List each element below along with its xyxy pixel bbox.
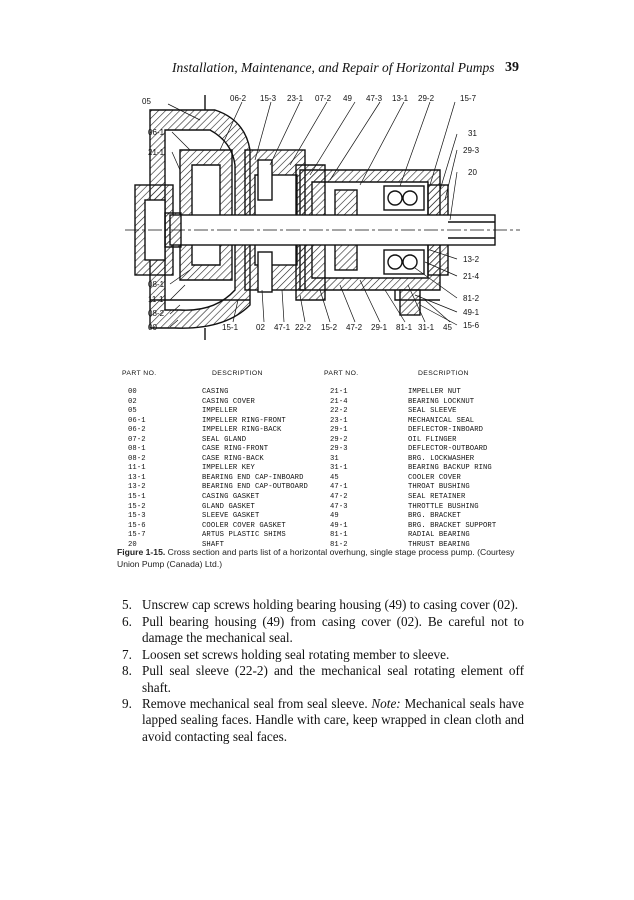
part-description: THRUST BEARING xyxy=(408,540,470,549)
callout-right: 49-1 xyxy=(463,308,480,317)
part-description: CASE RING-FRONT xyxy=(202,445,269,454)
step-text: Unscrew cap screws holding bearing housing (49) to casing cover (02). xyxy=(142,597,519,612)
part-description: CASING xyxy=(202,388,229,396)
part-description: GLAND GASKET xyxy=(202,502,255,511)
callout-bottom: 45 xyxy=(443,323,452,332)
callout-left: 11-1 xyxy=(148,295,164,304)
callout-left: 08-1 xyxy=(148,280,165,289)
part-number: 31 xyxy=(330,454,339,463)
callout-right: 15-6 xyxy=(463,321,480,330)
callout-top: 05 xyxy=(142,97,151,106)
part-description: RADIAL BEARING xyxy=(408,531,470,540)
part-description: IMPELLER KEY xyxy=(202,464,255,473)
callout-right: 31 xyxy=(468,129,477,138)
part-description: CASE RING-BACK xyxy=(202,454,264,463)
parts-left-numbers xyxy=(128,388,146,550)
part-number: 29-1 xyxy=(330,426,348,435)
callout-bottom: 15-1 xyxy=(222,323,239,332)
callout-left: 21-1 xyxy=(148,148,165,157)
part-number: 45 xyxy=(330,473,339,482)
callout-top: 07-2 xyxy=(315,94,332,103)
part-number: 81-1 xyxy=(330,531,348,540)
callout-top: 15-7 xyxy=(460,94,477,103)
part-description: DEFLECTOR-OUTBOARD xyxy=(408,445,488,454)
step-number: 6. xyxy=(122,613,132,629)
part-description: OIL FLINGER xyxy=(408,435,457,444)
part-number: 15-1 xyxy=(128,493,146,502)
callout-bottom: 15-2 xyxy=(321,323,338,332)
step-text: Loosen set screws holding seal rotating member to sleeve. xyxy=(142,646,450,662)
part-number: 13-1 xyxy=(128,473,146,482)
callout-top: 06-2 xyxy=(230,94,247,103)
step-note-label: Note: xyxy=(371,696,401,712)
part-number: 06-2 xyxy=(128,426,146,435)
callout-top: 49 xyxy=(343,94,352,103)
page-number: 39 xyxy=(505,60,519,75)
part-number: 15-7 xyxy=(128,531,146,540)
part-description: IMPELLER NUT xyxy=(408,388,461,396)
procedure-step xyxy=(122,696,524,745)
part-number: 49 xyxy=(330,512,339,521)
callout-top: 15-3 xyxy=(260,94,277,103)
procedure-step xyxy=(122,614,524,646)
part-description: ARTUS PLASTIC SHIMS xyxy=(202,531,286,540)
running-title: Installation, Maintenance, and Repair of Horizontal Pumps xyxy=(172,60,495,75)
callout-right: 29-3 xyxy=(463,146,480,155)
callout-top: 29-2 xyxy=(418,94,435,103)
part-description: BEARING END CAP-OUTBOARD xyxy=(202,483,308,492)
part-description: BRG. BRACKET xyxy=(408,512,461,521)
part-description: THROTTLE BUSHING xyxy=(408,502,479,511)
part-number: 13-2 xyxy=(128,483,146,492)
step-text: Pull bearing housing (49) from casing cover (02). Be careful not to damage the mechanical seal. xyxy=(142,613,524,645)
part-number: 22-2 xyxy=(330,407,348,416)
figure-caption-label: Figure 1-15. xyxy=(117,547,166,557)
callout-top: 47-3 xyxy=(366,94,383,103)
step-text: Remove mechanical seal from seal sleeve. xyxy=(142,696,372,712)
part-number: 06-1 xyxy=(128,416,146,425)
part-description: SEAL GLAND xyxy=(202,435,247,444)
callout-right: 20 xyxy=(468,168,477,177)
step-note-text: Mechanical seals have lapped sealing faces. Handle with care, keep wrapped in clean cloth and avoid contacting seal faces. xyxy=(142,696,524,744)
part-number: 21-1 xyxy=(330,388,348,396)
step-number: 9. xyxy=(122,696,132,712)
callout-right: 81-2 xyxy=(463,294,480,303)
step-text: Pull seal sleeve (22-2) and the mechanical seal rotating element off shaft. xyxy=(142,663,524,695)
part-number: 08-2 xyxy=(128,454,146,463)
part-description: BEARING END CAP-INBOARD xyxy=(202,473,304,482)
part-number: 15-6 xyxy=(128,521,146,530)
part-number: 81-2 xyxy=(330,540,348,549)
part-number: 05 xyxy=(128,407,137,416)
callout-right: 21-4 xyxy=(463,272,480,281)
parts-header-description-right: DESCRIPTION xyxy=(418,370,469,377)
part-description: BRG. LOCKWASHER xyxy=(408,454,475,463)
part-number: 23-1 xyxy=(330,416,348,425)
parts-right-numbers xyxy=(330,388,348,550)
part-number: 47-2 xyxy=(330,493,348,502)
part-description: CASING COVER xyxy=(202,397,255,406)
part-number: 02 xyxy=(128,397,137,406)
part-description: CASING GASKET xyxy=(202,493,260,502)
part-description: SHAFT xyxy=(202,540,225,549)
part-number: 21-4 xyxy=(330,397,348,406)
callout-bottom: 47-1 xyxy=(274,323,291,332)
part-description: COOLER COVER GASKET xyxy=(202,521,286,530)
step-number: 8. xyxy=(122,663,132,679)
callout-top: 13-1 xyxy=(392,94,409,103)
procedure-steps xyxy=(122,597,524,745)
figure-caption xyxy=(117,546,522,570)
procedure-step xyxy=(122,597,524,613)
part-description: MECHANICAL SEAL xyxy=(408,416,475,425)
pump-body xyxy=(135,95,495,340)
part-number: 47-1 xyxy=(330,483,348,492)
parts-left-descriptions xyxy=(202,388,308,550)
part-description: SLEEVE GASKET xyxy=(202,512,260,521)
part-description: IMPELLER RING-FRONT xyxy=(202,416,286,425)
callout-bottom: 81-1 xyxy=(396,323,413,332)
parts-header-part-no-right: PART NO. xyxy=(324,370,359,377)
step-number: 7. xyxy=(122,646,132,662)
part-number: 15-2 xyxy=(128,502,146,511)
part-number: 08-1 xyxy=(128,445,146,454)
parts-header-description-left: DESCRIPTION xyxy=(212,370,263,377)
callout-bottom: 31-1 xyxy=(418,323,435,332)
part-description: IMPELLER RING-BACK xyxy=(202,426,282,435)
part-description: SEAL SLEEVE xyxy=(408,407,457,416)
part-number: 11-1 xyxy=(128,464,146,473)
part-description: BEARING LOCKNUT xyxy=(408,397,475,406)
callout-right: 13-2 xyxy=(463,255,480,264)
callout-left: 00 xyxy=(148,323,157,332)
procedure-step xyxy=(122,663,524,695)
part-number: 47-3 xyxy=(330,502,348,511)
procedure-step xyxy=(122,647,524,663)
part-description: BRG. BRACKET SUPPORT xyxy=(408,521,497,530)
part-description: COOLER COVER xyxy=(408,473,461,482)
part-description: DEFLECTOR-INBOARD xyxy=(408,426,484,435)
part-number: 15-3 xyxy=(128,512,146,521)
part-description: THROAT BUSHING xyxy=(408,483,470,492)
step-number: 5. xyxy=(122,597,132,612)
callout-top: 23-1 xyxy=(287,94,304,103)
parts-header-part-no-left: PART NO. xyxy=(122,370,157,377)
callout-bottom: 02 xyxy=(256,323,265,332)
part-number: 29-2 xyxy=(330,435,348,444)
part-number: 20 xyxy=(128,540,137,549)
callout-left: 08-2 xyxy=(148,309,165,318)
figure-caption-text: Cross section and parts list of a horizontal overhung, single stage process pump. (Courtesy Union Pump (Canada) Ltd.) xyxy=(117,547,515,569)
part-description: IMPELLER xyxy=(202,407,238,416)
part-description: SEAL RETAINER xyxy=(408,493,466,502)
parts-right-descriptions xyxy=(408,388,496,550)
callout-left: 06-1 xyxy=(148,128,165,137)
part-number: 00 xyxy=(128,388,137,396)
part-description: BEARING BACKUP RING xyxy=(408,464,492,473)
part-number: 29-3 xyxy=(330,445,348,454)
callout-bottom: 29-1 xyxy=(371,323,388,332)
callout-bottom: 47-2 xyxy=(346,323,363,332)
part-number: 07-2 xyxy=(128,435,146,444)
part-number: 49-1 xyxy=(330,521,348,530)
callout-bottom: 22-2 xyxy=(295,323,312,332)
part-number: 31-1 xyxy=(330,464,348,473)
pump-cross-section-drawing xyxy=(0,0,634,345)
